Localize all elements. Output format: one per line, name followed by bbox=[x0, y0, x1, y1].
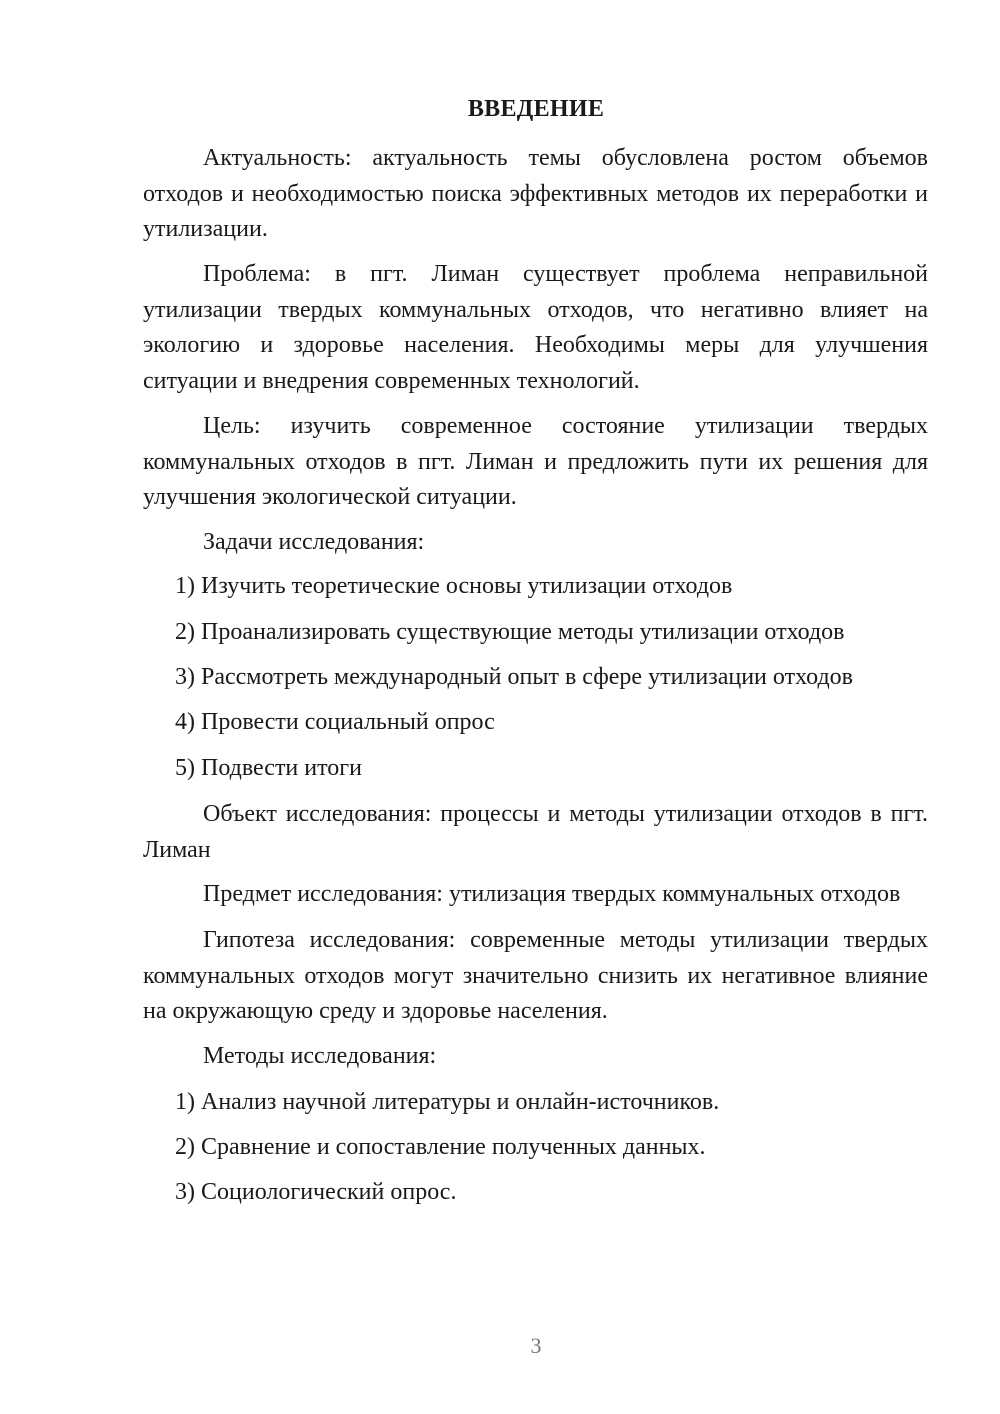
tasks-label: Задачи исследования: bbox=[203, 529, 425, 555]
paragraph-relevance: Актуальность: актуальность темы обусловлена ростом объемов отходов и необходимостью поиска эффективных методов их переработки и утилизации. bbox=[143, 145, 928, 242]
paragraph-problem: Проблема: в пгт. Лиман существует проблема неправильной утилизации твердых коммунальных отходов, что негативно влияет на экологию и здоровье населения. Необходимы меры для улучшения ситуации и внедрения современных технологий. bbox=[143, 261, 928, 394]
task-item: 4) Провести социальный опрос bbox=[175, 709, 495, 735]
task-item: 3) Рассмотреть международный опыт в сфере утилизации отходов bbox=[175, 664, 854, 690]
method-item: 1) Анализ научной литературы и онлайн-источников. bbox=[175, 1089, 720, 1115]
paragraph-goal: Цель: изучить современное состояние утилизации твердых коммунальных отходов в пгт. Лиман и предложить пути их решения для улучшения экологической ситуации. bbox=[143, 413, 928, 510]
paragraph-subject: Предмет исследования: утилизация твердых коммунальных отходов bbox=[203, 881, 901, 907]
page-title: ВВЕДЕНИЕ bbox=[467, 96, 605, 122]
method-item: 2) Сравнение и сопоставление полученных данных. bbox=[175, 1134, 706, 1160]
task-item: 5) Подвести итоги bbox=[175, 755, 362, 781]
task-item: 2) Проанализировать существующие методы утилизации отходов bbox=[175, 619, 845, 645]
method-item: 3) Социологический опрос. bbox=[175, 1179, 457, 1205]
methods-label: Методы исследования: bbox=[203, 1043, 437, 1069]
page-number: 3 bbox=[530, 1333, 542, 1358]
paragraph-hypothesis: Гипотеза исследования: современные методы утилизации твердых коммунальных отходов могут значительно снизить их негативное влияние на окружающую среду и здоровье населения. bbox=[143, 927, 928, 1024]
task-item: 1) Изучить теоретические основы утилизации отходов bbox=[175, 573, 733, 599]
paragraph-object: Объект исследования: процессы и методы утилизации отходов в пгт. Лиман bbox=[143, 801, 928, 863]
